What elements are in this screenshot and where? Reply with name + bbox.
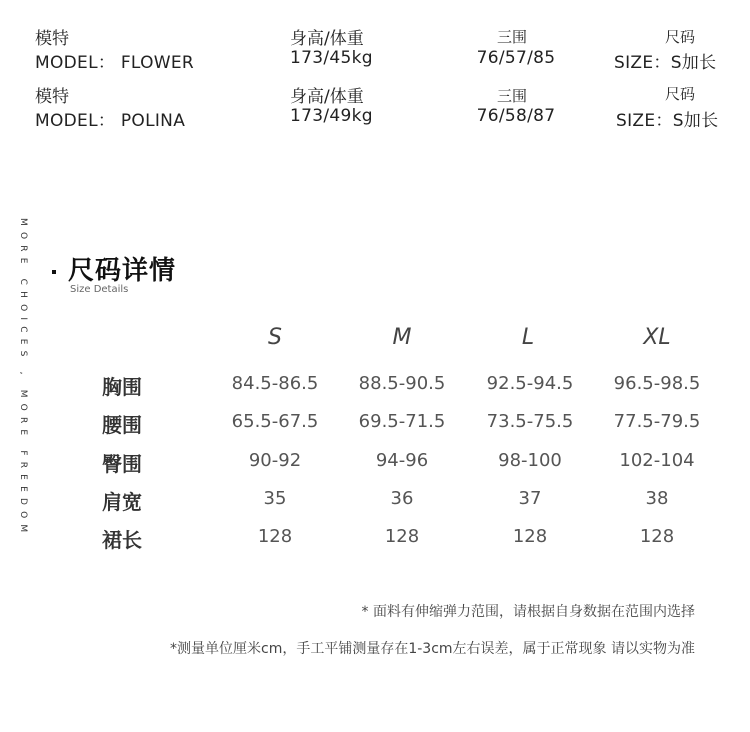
size-header-xl: XL	[643, 325, 671, 350]
size-label: 尺码	[664, 85, 696, 103]
size-header-m: M	[392, 325, 412, 350]
table-cell: 38	[645, 488, 669, 509]
table-cell: 35	[263, 488, 287, 509]
model-name: MODEL： FLOWER	[35, 53, 195, 73]
measurement-note: *测量单位厘米cm，手工平铺测量存在1-3cm左右误差，属于正常现象 请以实物为准	[170, 641, 695, 657]
size-header-s: S	[268, 325, 282, 350]
height-weight-value: 173/45kg	[290, 48, 373, 68]
size-value: SIZE：S加长	[614, 53, 717, 73]
size-value: SIZE：S加长	[616, 111, 719, 131]
table-cell: 37	[518, 488, 542, 509]
table-cell: 102-104	[619, 450, 695, 471]
table-cell: 84.5-86.5	[231, 373, 319, 394]
table-cell: 92.5-94.5	[486, 373, 574, 394]
table-cell: 128	[257, 526, 293, 547]
height-weight-label: 身高/体重	[290, 87, 364, 107]
model-label-cn: 模特	[35, 87, 69, 107]
bwh-label: 三围	[496, 28, 528, 46]
bwh-value: 76/58/87	[476, 106, 556, 126]
table-cell: 98-100	[498, 450, 562, 471]
row-label: 臀围	[102, 452, 142, 476]
height-weight-label: 身高/体重	[290, 29, 364, 49]
table-cell: 69.5-71.5	[358, 411, 446, 432]
row-label: 肩宽	[102, 490, 142, 514]
row-label: 胸围	[102, 375, 142, 399]
bullet-icon	[52, 270, 56, 274]
bwh-label: 三围	[496, 87, 528, 105]
table-cell: 128	[384, 526, 420, 547]
table-cell: 36	[390, 488, 414, 509]
bwh-value: 76/57/85	[476, 48, 556, 68]
model-label-cn: 模特	[35, 29, 69, 49]
size-label: 尺码	[664, 28, 696, 46]
height-weight-value: 173/49kg	[290, 106, 373, 126]
table-cell: 77.5-79.5	[613, 411, 701, 432]
section-title: 尺码详情	[68, 256, 177, 286]
table-cell: 73.5-75.5	[486, 411, 574, 432]
table-cell: 128	[512, 526, 548, 547]
table-cell: 96.5-98.5	[613, 373, 701, 394]
stretch-note: * 面料有伸缩弹力范围，请根据自身数据在范围内选择	[361, 604, 695, 620]
table-cell: 90-92	[248, 450, 302, 471]
row-label: 裙长	[102, 528, 142, 552]
table-cell: 88.5-90.5	[358, 373, 446, 394]
size-header-l: L	[521, 325, 535, 350]
side-slogan: MORE CHOICES , MORE FREEDOM	[18, 218, 28, 539]
table-cell: 128	[639, 526, 675, 547]
table-cell: 94-96	[375, 450, 429, 471]
row-label: 腰围	[102, 413, 142, 437]
section-subtitle: Size Details	[70, 284, 129, 295]
table-cell: 65.5-67.5	[231, 411, 319, 432]
model-name: MODEL： POLINA	[35, 111, 186, 131]
